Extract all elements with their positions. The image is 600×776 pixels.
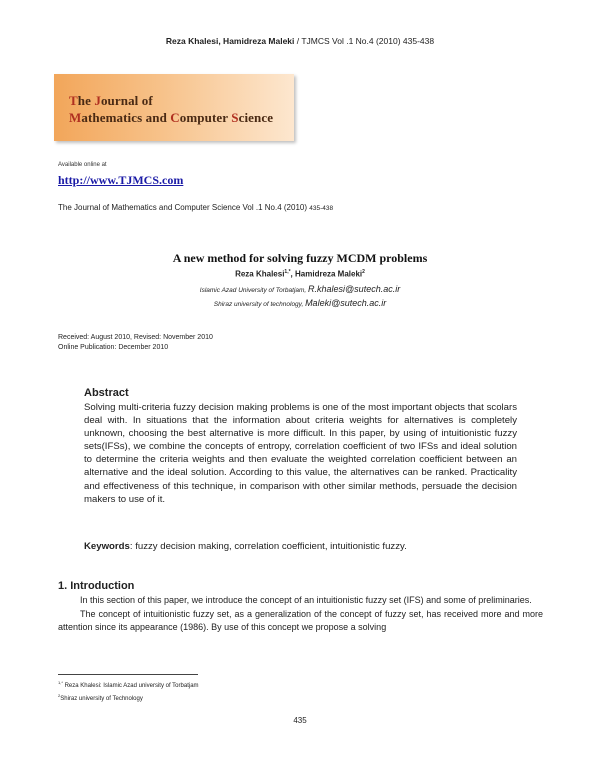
paragraph: The concept of intuitionistic fuzzy set, as a generalization of the concept of fuzzy set, has received more and more attention since its appearance (1986). By use of this concept we propose a solving [58, 608, 543, 632]
journal-logo-line1 [69, 93, 153, 109]
section-heading-introduction: 1. Introduction [58, 580, 135, 592]
footnote-text: Shiraz university of Technology [60, 696, 143, 702]
author-email[interactable]: R.khalesi@sutech.ac.ir [308, 284, 401, 294]
affiliation-2 [0, 298, 600, 308]
available-online-label: Available online at [58, 162, 107, 168]
author-email[interactable]: Maleki@sutech.ac.ir [305, 298, 387, 308]
running-header [0, 36, 600, 46]
running-header-authors: Reza Khalesi, Hamidreza Maleki [165, 36, 295, 46]
author-name: Reza Khalesi [235, 269, 285, 279]
journal-logo-line2 [69, 110, 273, 126]
affiliation-1 [0, 284, 600, 294]
logo-text: ournal of [100, 93, 153, 108]
author-line [0, 269, 600, 279]
introduction-body [58, 594, 543, 635]
footnote-mark: 2 [58, 693, 61, 698]
keywords-text: : fuzzy decision making, correlation coefficient, intuitionistic fuzzy. [129, 541, 407, 552]
footnote-mark: 1,* [58, 680, 63, 685]
logo-letter: M [69, 110, 82, 125]
keywords-label: Keywords [84, 541, 130, 552]
logo-letter: T [69, 93, 78, 108]
abstract-body: Solving multi-criteria fuzzy decision making problems is one of the most important objects that scolars deal with. In situations that the information about criteria weights for alternatives is completely unknown, choosing the best alternative is more difficult. In this paper, by using of intuitionistic fuzzy sets(IFSs), we combine the concepts of entropy, correlation coefficient of two IFSs and ideal solution to determine the criteria weights and then evaluate the weighted correlation coefficient between an alternative and the ideal solution. According to this value, the alternatives can be ranked. Practicality and effectiveness of this technique, in comparison with other similar methods, persuade the decision makers to use of it. [84, 402, 517, 505]
author-sup: 1,* [284, 269, 291, 275]
footnote-1 [58, 680, 199, 689]
affiliation-text: Shiraz university of technology, [213, 301, 306, 308]
site-url-link[interactable]: http://www.TJMCS.com [58, 173, 184, 187]
received-dates: Received: August 2010, Revised: November 2010 [58, 334, 213, 341]
abstract-heading: Abstract [84, 387, 129, 399]
logo-letter: J [94, 93, 101, 108]
logo-letter: S [231, 110, 239, 125]
footnote-divider [58, 674, 198, 675]
paragraph: In this section of this paper, we introduce the concept of an intuitionistic fuzzy set (IFS) and some of preliminaries. [80, 595, 532, 605]
paper-title: A new method for solving fuzzy MCDM problems [172, 251, 428, 265]
logo-text: cience [238, 110, 274, 125]
journal-logo [54, 74, 294, 141]
logo-text: he [77, 93, 95, 108]
logo-text: athematics and [81, 110, 171, 125]
author-separator: , [290, 269, 295, 279]
logo-text: omputer [179, 110, 232, 125]
affiliation-text: Islamic Azad University of Torbatjam, [199, 287, 309, 294]
logo-letter: C [170, 110, 180, 125]
journal-reference [58, 203, 333, 212]
running-header-journal: / TJMCS Vol .1 No.4 (2010) 435-438 [294, 36, 435, 46]
footnote-text: Reza Khalesi: Islamic Azad university of Torbatjam [64, 683, 199, 689]
footnote-2 [58, 693, 143, 702]
journal-reference-text: The Journal of Mathematics and Computer Science Vol .1 No.4 (2010) [58, 203, 310, 212]
journal-reference-pages: 435-438 [309, 205, 334, 212]
author-sup: 2 [362, 269, 365, 275]
keywords [84, 541, 407, 552]
page-number: 435 [293, 716, 307, 725]
author-name: Hamidreza Maleki [295, 269, 363, 279]
publication-date: Online Publication: December 2010 [58, 344, 169, 351]
